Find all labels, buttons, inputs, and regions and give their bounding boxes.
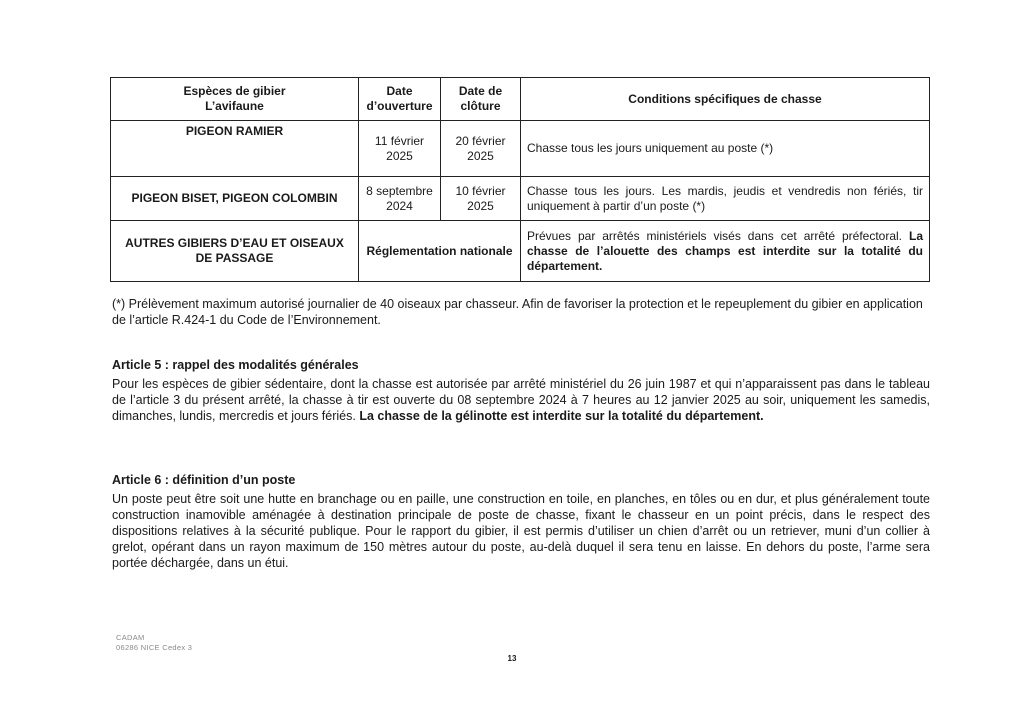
article-5-title: Article 5 : rappel des modalités générales (112, 358, 359, 372)
conditions-text: Prévues par arrêtés ministériels visés dans cet arrêté préfectoral. (527, 228, 903, 243)
footer-line-2: 06286 NICE Cedex 3 (116, 643, 193, 652)
article-5-bold-text: La chasse de la gélinotte est interdite sur la totalité du département. (359, 409, 764, 423)
header-closing-date: Date de clôture (441, 78, 521, 121)
page-number: 13 (507, 654, 517, 663)
article-6-body: Un poste peut être soit une hutte en branchage ou en paille, une construction en toile, en planches, en tôles ou en dur, et plus généralement toute construction inamovible aménagée à destination principale de poste de chasse, fixant le chasseur en un point précis, dans le respect des dispositions relatives à la sécurité publique. Pour le rapport du gibier, il est permis d’utiliser un chien d’arrêt ou un retriever, muni d’un collier à grelot, opérant dans un rayon maximum de 150 mètres autour du poste, au-delà duquel il sera tenu en laisse. En dehors du poste, l’arme sera portée déchargée, dans un étui. (112, 492, 930, 570)
closing-date-cell: 20 février 2025 (441, 121, 521, 177)
footer-address (116, 633, 192, 653)
lark-ban-text: La chasse de l’alouette des champs est interdite sur la totalité du département. (527, 228, 923, 273)
footer-line-1: CADAM (116, 633, 145, 642)
article-5-text: Pour les espèces de gibier sédentaire, dont la chasse est autorisée par arrêté ministériel du 26 juin 1987 et qui n’apparaissent pas dans le tableau de l’article 3 du présent arrêté, la chasse à tir est ouverte du 08 septembre 2024 à 7 heures au 12 janvier 2025 au soir, uniquement les samedis, dimanches, lundis, mercredis et jours fériés. (112, 377, 930, 423)
header-opening-date: Date d’ouverture (359, 78, 441, 121)
article-5-body (112, 376, 930, 424)
table-row (111, 221, 930, 282)
conditions-cell (521, 221, 930, 282)
header-conditions: Conditions spécifiques de chasse (521, 78, 930, 121)
hunting-dates-table (110, 77, 930, 282)
opening-date-cell: 11 février 2025 (359, 121, 441, 177)
header-species-line1: Espèces de gibier (183, 84, 286, 98)
header-species-line2: L’avifaune (205, 99, 264, 113)
article-6-title: Article 6 : définition d’un poste (112, 473, 296, 487)
table-row (111, 177, 930, 221)
header-species (111, 78, 359, 121)
species-cell: PIGEON RAMIER (111, 121, 359, 177)
conditions-cell: Chasse tous les jours uniquement au poste (*) (521, 121, 930, 177)
closing-date-cell: 10 février 2025 (441, 177, 521, 221)
species-cell: AUTRES GIBIERS D’EAU ET OISEAUX DE PASSAGE (111, 221, 359, 282)
table-header-row (111, 78, 930, 121)
table-footnote: (*) Prélèvement maximum autorisé journalier de 40 oiseaux par chasseur. Afin de favoriser la protection et le repeuplement du gibier en application de l’article R.424-1 du Code de l’Environnement. (112, 297, 923, 327)
table-row (111, 121, 930, 177)
species-cell: PIGEON BISET, PIGEON COLOMBIN (111, 177, 359, 221)
opening-date-cell: 8 septembre 2024 (359, 177, 441, 221)
national-regulation-cell: Réglementation nationale (359, 221, 521, 282)
conditions-cell: Chasse tous les jours. Les mardis, jeudis et vendredis non fériés, tir uniquement à partir d’un poste (*) (521, 177, 930, 221)
